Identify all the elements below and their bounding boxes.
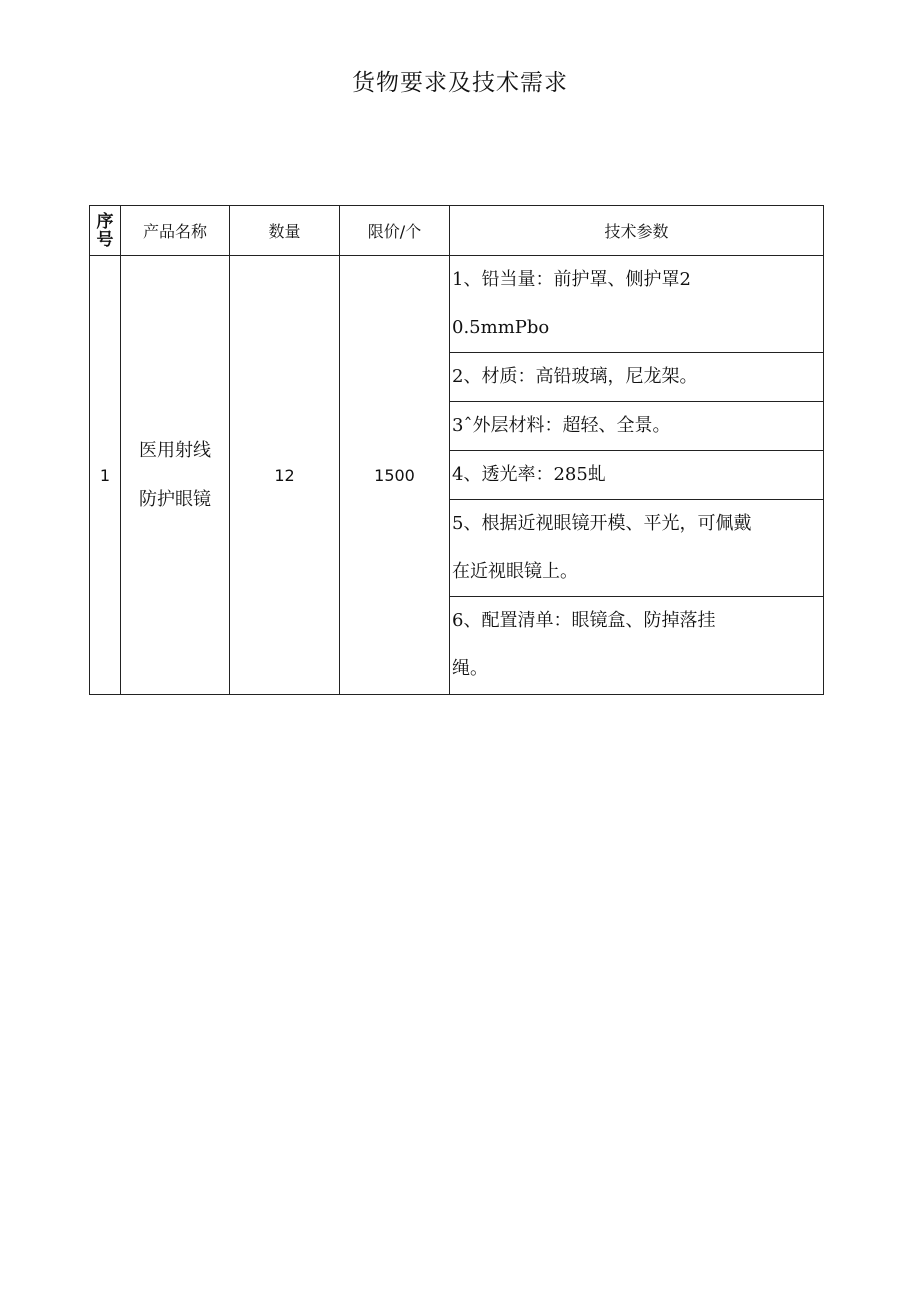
param-cell-4 [450,451,824,500]
param-1-line1: 1、铅当量：前护罩、侧护罩2 [452,269,691,290]
param-1-line2: 0.5mmPbo [452,317,550,338]
param-cell-5 [450,500,824,597]
param-6-line1: 6、配置清单：眼镜盒、防掉落挂 [452,610,716,631]
param-3-line1: 3ˆ外层材料：超轻、全景。 [452,415,671,436]
header-seq-bottom: 号 [96,229,114,250]
header-product-name: 产品名称 [121,206,230,256]
header-seq [90,206,121,256]
param-2-line1: 2、材质：高铅玻璃，尼龙架。 [452,366,698,387]
param-5-line2: 在近视眼镜上。 [452,561,578,582]
header-price-limit: 限价/个 [340,206,450,256]
param-6-line2: 绳。 [452,658,488,679]
product-name-line2: 防护眼镜 [139,489,211,510]
param-4-line1: 4、透光率：285虬 [452,464,606,485]
table-row [90,256,824,353]
seq-cell: 1 [90,256,121,695]
param-5-line1: 5、根据近视眼镜开模、平光，可佩戴 [452,513,752,534]
quantity-cell: 12 [230,256,340,695]
param-cell-2 [450,353,824,402]
document-title: 货物要求及技术需求 [352,70,568,96]
price-cell: 1500 [340,256,450,695]
product-name-line1: 医用射线 [139,440,211,461]
header-tech-params: 技术参数 [450,206,824,256]
table-header-row [90,206,824,256]
goods-requirements-table [89,205,824,695]
param-cell-3 [450,402,824,451]
header-quantity: 数量 [230,206,340,256]
param-cell-1 [450,256,824,353]
product-name-cell [121,256,230,695]
header-seq-top: 序 [96,211,114,232]
param-cell-6 [450,597,824,695]
